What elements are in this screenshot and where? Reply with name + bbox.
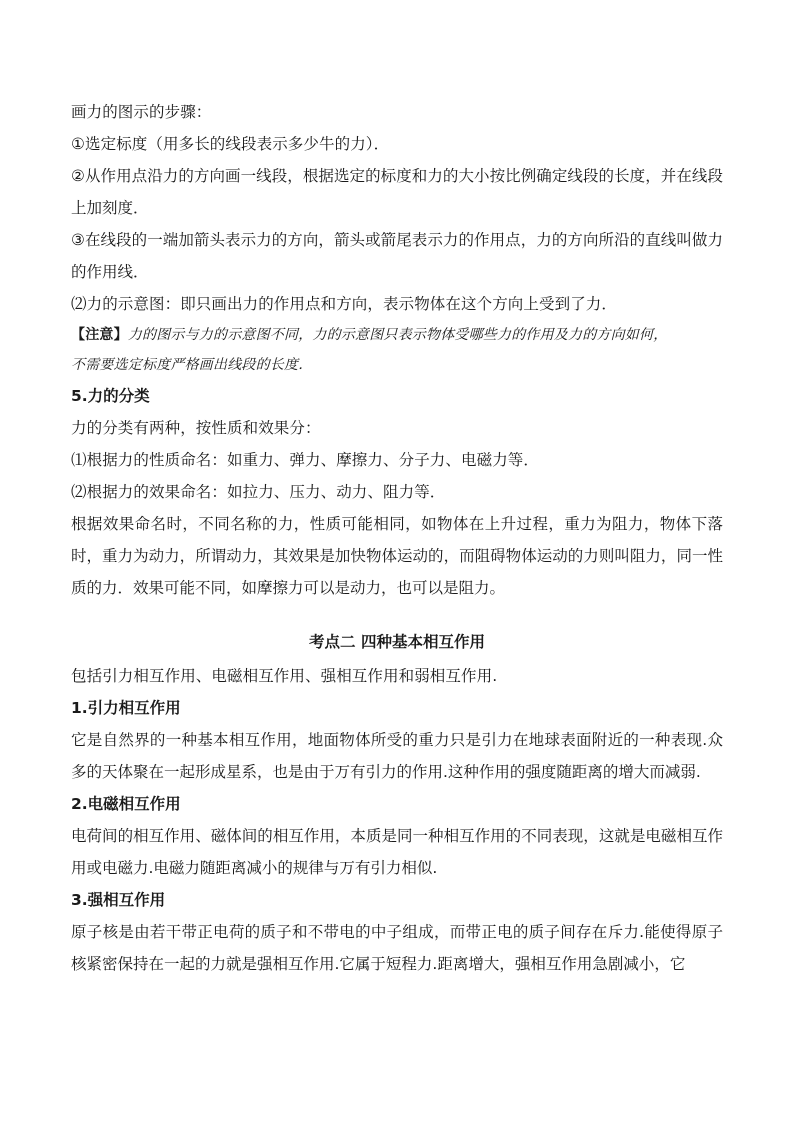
note-block	[71, 320, 723, 350]
strong-title: 3.强相互作用	[71, 891, 166, 909]
step-3: ③在线段的一端加箭头表示力的方向，箭头或箭尾表示力的作用点，力的方向所沿的直线叫做力的作用线．	[71, 231, 723, 281]
note-line-1: 力的图示与力的示意图不同，力的示意图只表示物体受哪些力的作用及力的方向如何，	[127, 327, 668, 343]
steps-intro: 画力的图示的步骤：	[71, 103, 212, 121]
electromagnetic-paragraph: 电荷间的相互作用、磁体间的相互作用，本质是同一种相互作用的不同表现，这就是电磁相互作用或电磁力.电磁力随距离减小的规律与万有引力相似.	[71, 827, 723, 877]
step-1: ①选定标度（用多长的线段表示多少牛的力）．	[71, 135, 390, 153]
strong-paragraph: 原子核是由若干带正电荷的质子和不带电的中子组成，而带正电的质子间存在斥力.能使得原子核紧密保持在一起的力就是强相互作用.它属于短程力.距离增大，强相互作用急剧减小，它	[71, 923, 723, 973]
step-2: ②从作用点沿力的方向画一线段，根据选定的标度和力的大小按比例确定线段的长度，并在线段上加刻度．	[71, 167, 723, 217]
section-5-item-2: ⑵根据力的效果命名：如拉力、压力、动力、阻力等．	[71, 483, 446, 501]
kaodian-2-intro: 包括引力相互作用、电磁相互作用、强相互作用和弱相互作用.	[71, 667, 498, 685]
section-5-intro: 力的分类有两种，按性质和效果分：	[71, 419, 321, 437]
electromagnetic-title: 2.电磁相互作用	[71, 795, 181, 813]
gravity-paragraph: 它是自然界的一种基本相互作用，地面物体所受的重力只是引力在地球表面附近的一种表现.众多的天体聚在一起形成星系，也是由于万有引力的作用.这种作用的强度随距离的增大而减弱.	[71, 731, 723, 781]
schematic-definition: ⑵力的示意图：即只画出力的作用点和方向，表示物体在这个方向上受到了力．	[71, 295, 618, 313]
kaodian-2-title: 考点二 四种基本相互作用	[309, 633, 485, 651]
section-5-title: 5.力的分类	[71, 387, 150, 405]
section-5-item-1: ⑴根据力的性质命名：如重力、弹力、摩擦力、分子力、电磁力等．	[71, 451, 540, 469]
section-5-paragraph: 根据效果命名时，不同名称的力，性质可能相同，如物体在上升过程，重力为阻力，物体下落时，重力为动力，所谓动力，其效果是加快物体运动的，而阻碍物体运动的力则叫阻力，同一性质的力．效果可能不同，如摩擦力可以是动力，也可以是阻力。	[71, 515, 723, 597]
note-label: 【注意】	[71, 327, 128, 343]
document-page	[71, 96, 723, 980]
gravity-title: 1.引力相互作用	[71, 699, 181, 717]
note-line-2: 不需要选定标度严格画出线段的长度．	[71, 357, 313, 373]
